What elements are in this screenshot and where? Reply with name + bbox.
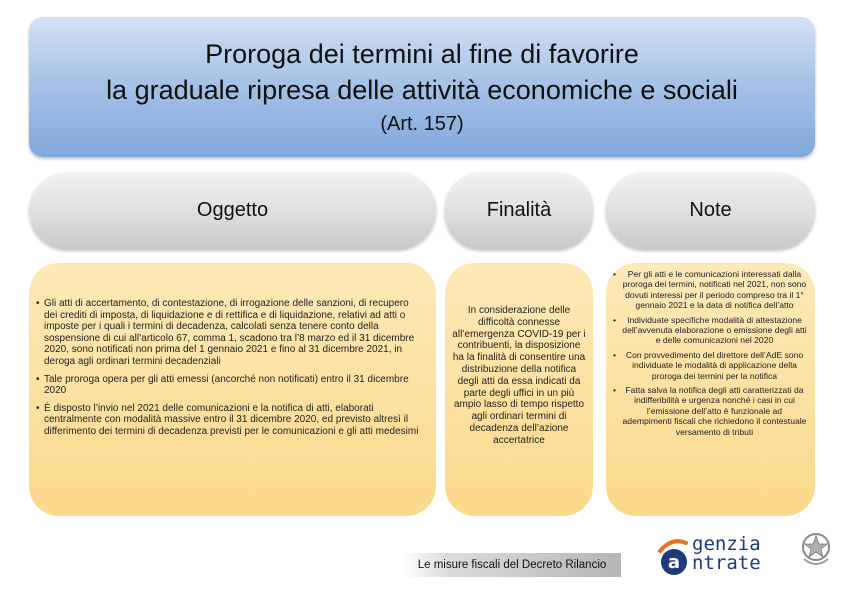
header-finalita: Finalità [445, 172, 593, 249]
logo-text-line-2: ntrate [692, 552, 761, 574]
footer-text: Le misure fiscali del Decreto Rilancio [417, 559, 607, 571]
panel-oggetto [29, 263, 436, 516]
oggetto-item: • È disposto l’invio nel 2021 delle comunicazioni e la notifica di atti, elaborati centralmente con modalità massive entro il 31 dicembre 2020, ed previsto altresì il differimento dei termini di decadenza previsti per le comunicazioni e gli atti medesimi [44, 403, 424, 438]
oggetto-item: • Tale proroga opera per gli atti emessi (ancorché non notificati) entro il 31 dicembre 2020 [44, 374, 424, 397]
title-banner [29, 17, 815, 157]
footer-bar [403, 553, 621, 577]
note-item: • Con provvedimento del direttore dell’AdE sono individuate le modalità di applicazione della proroga dei termini per la notifica [622, 350, 807, 381]
oggetto-list [44, 298, 424, 444]
title-line-2: la graduale ripresa delle attività economiche e sociali [106, 75, 738, 105]
note-list [622, 269, 807, 441]
oggetto-item: • Gli atti di accertamento, di contestazione, di irrogazione delle sanzioni, di recupero dei crediti di imposta, di liquidazione e di rettifica e di liquidazione, relativi ad atti o imposte per i quali i termini di decadenza, calcolati senza tenere conto della sospensione di cui all’articolo 67, comma 1, scadono tra l’8 marzo ed il 31 dicembre 2020, sono notificati non prima del 1 gennaio 2021 e fino al 31 dicembre 2021, in deroga agli ordinari termini decadenziali [44, 298, 424, 368]
note-item: • Fatta salva la notifica degli atti caratterizzati da indifferibilità e urgenza nonché i casi in cui l’emissione dell’atto è funzionale ad adempimenti fiscali che richiedono il contestuale versamento di tributi [622, 385, 807, 437]
logo-text-line-1: genzia [692, 533, 761, 555]
republic-emblem-icon [798, 529, 834, 569]
note-item: • Per gli atti e le comunicazioni interessati dalla proroga dei termini, notificati nel 2021, non sono dovuti interessi per il periodo compreso tra il 1° gennaio 2021 e la data di notifica dell’atto [622, 269, 807, 311]
finalita-text: In considerazione delle difficoltà connesse all’emergenza COVID-19 per i contribuenti, la disposizione ha la finalità di consentire una distribuzione della notifica degli atti da essa indicati da parte degli uffici in un più ampio lasso di tempo rispetto agli ordinari termini di decadenza dell’azione accertatrice [452, 305, 586, 446]
header-note: Note [606, 172, 815, 249]
agenzia-entrate-logo [652, 529, 832, 581]
title-subtitle: (Art. 157) [380, 113, 464, 135]
note-item: • Individuate specifiche modalità di attestazione dell’avvenuta elaborazione o emissione degli atti e delle comunicazioni nel 2020 [622, 315, 807, 346]
svg-text:a: a [667, 552, 681, 573]
title-line-1: Proroga dei termini al fine di favorire [205, 39, 639, 69]
panel-note [606, 263, 815, 516]
panel-finalita [445, 263, 593, 516]
header-oggetto: Oggetto [29, 172, 436, 249]
agenzia-logo-mark-icon [652, 535, 694, 577]
